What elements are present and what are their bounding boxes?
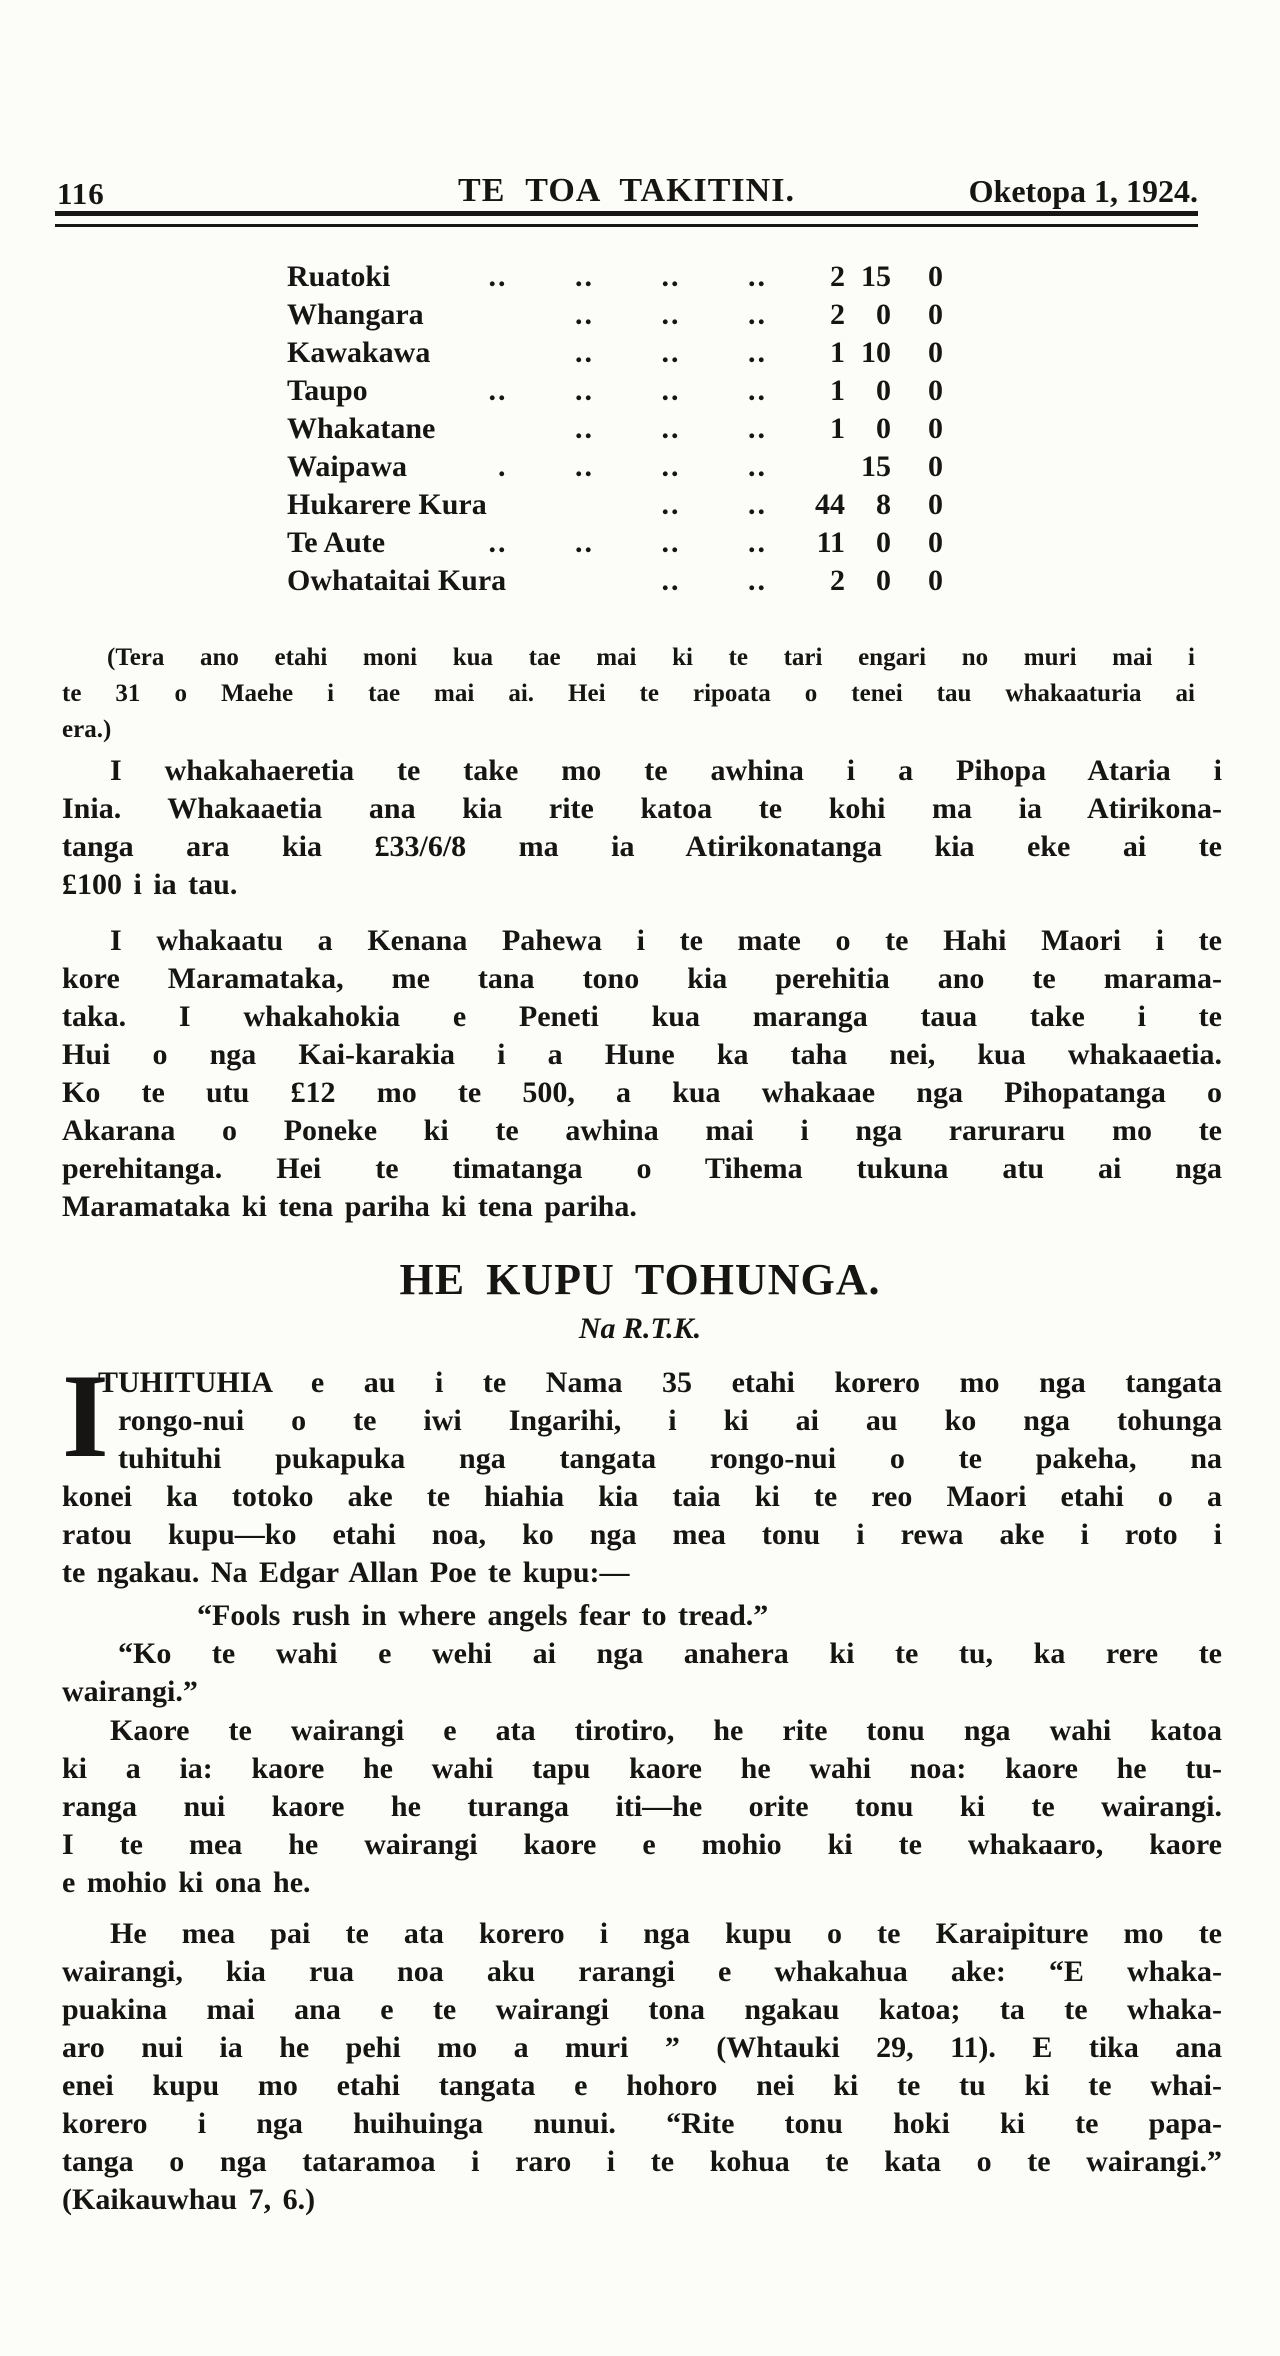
rule-thin [55, 224, 1198, 227]
shillings-value: 15 [861, 260, 891, 293]
donations-table [287, 258, 943, 600]
text-line: I whakahaeretia te take mo te awhina i a Pihopa Ataria i [110, 754, 1222, 787]
dot-leader: . .. .. .. [498, 450, 767, 483]
dot-leader: .. .. .. [575, 336, 767, 369]
pounds-value: 2 [830, 298, 845, 331]
table-row [287, 524, 943, 562]
place-name: Waipawa [287, 450, 408, 483]
text-line: rongo-nui o te iwi Ingarihi, i ki ai au ko nga tohunga [118, 1404, 1222, 1437]
table-row [287, 486, 943, 524]
table-row [287, 562, 943, 600]
pence-value: 0 [928, 298, 943, 331]
minutes-paragraph-kenana [62, 922, 1222, 1226]
text-line: tuhituhi pukapuka nga tangata rongo-nui o te pakeha, na [118, 1442, 1222, 1475]
paragraph-wairangi [62, 1712, 1222, 1902]
place-name: Owhataitai Kura [287, 564, 507, 597]
dot-leader: .. .. .. .. [488, 260, 767, 293]
text-line: era.) [62, 716, 112, 743]
pounds-value: 2 [830, 564, 845, 597]
dot-leader: .. .. [661, 564, 767, 597]
text-line: TUHITUHIA e au i te Nama 35 etahi korero mo nga tangata [98, 1366, 1222, 1399]
article-heading: HE KUPU TOHUNGA. [399, 1255, 881, 1304]
text-line: Kaore te wairangi e ata tirotiro, he rite tonu nga wahi katoa [110, 1714, 1222, 1747]
text-line: Akarana o Poneke ki te awhina mai i nga raruraru mo te [62, 1114, 1222, 1147]
text-line: £100 i ia tau. [62, 868, 238, 901]
pence-value: 0 [928, 450, 943, 483]
minutes-paragraph-awhina [62, 752, 1222, 904]
text-line: Inia. Whakaaetia ana kia rite katoa te kohi ma ia Atirikona- [62, 792, 1222, 825]
article-opening-paragraph [62, 1349, 1222, 1592]
dot-leader: .. .. .. [575, 298, 767, 331]
dot-leader: .. .. .. .. [488, 374, 767, 407]
table-row [287, 410, 943, 448]
pence-value: 0 [928, 488, 943, 521]
dot-leader: .. .. .. [575, 412, 767, 445]
text-line: (Tera ano etahi moni kua tae mai ki te tari engari no muri mai i [107, 644, 1195, 671]
table-row [287, 258, 943, 296]
english-quote: “Fools rush in where angels fear to tread.” [197, 1599, 769, 1632]
text-line: te ngakau. Na Edgar Allan Poe te kupu:— [62, 1556, 630, 1589]
text-line: kore Maramataka, me tana tono kia perehitia ano te marama- [62, 962, 1222, 995]
text-line: Hui o nga Kai-karakia i a Hune ka taha nei, kua whakaaetia. [62, 1038, 1222, 1071]
shillings-value: 0 [876, 526, 891, 559]
text-line: wairangi.” [62, 1675, 198, 1708]
shillings-value: 10 [861, 336, 891, 369]
pounds-value: 2 [830, 260, 845, 293]
issue-date: Oketopa 1, 1924. [968, 173, 1198, 209]
table-row [287, 448, 943, 486]
text-line: ranga nui kaore he turanga iti—he orite tonu ki te wairangi. [62, 1790, 1222, 1823]
dot-leader: .. .. .. .. [488, 526, 767, 559]
text-line: tanga o nga tataramoa i raro i te kohua te kata o te wairangi.” [62, 2145, 1222, 2178]
paragraph-scripture [62, 1915, 1222, 2219]
text-line: taka. I whakahokia e Peneti kua maranga taua take i te [62, 1000, 1222, 1033]
shillings-value: 0 [876, 564, 891, 597]
shillings-value: 0 [876, 412, 891, 445]
page-number: 116 [57, 176, 105, 211]
place-name: Taupo [287, 374, 368, 407]
text-line: te 31 o Maehe i tae mai ai. Hei te ripoata o tenei tau whakaaturia ai [62, 680, 1195, 707]
text-line: konei ka totoko ake te hiahia kia taia ki te reo Maori etahi o a [62, 1480, 1222, 1513]
text-line: Ko te utu £12 mo te 500, a kua whakaae nga Pihopatanga o [62, 1076, 1222, 1109]
pounds-value: 11 [816, 526, 845, 559]
shillings-value: 0 [876, 374, 891, 407]
text-line: Maramataka ki tena pariha ki tena pariha. [62, 1190, 637, 1223]
table-row [287, 334, 943, 372]
text-line: I whakaatu a Kenana Pahewa i te mate o te Hahi Maori i te [110, 924, 1222, 957]
text-line: ki a ia: kaore he wahi tapu kaore he wahi noa: kaore he tu- [62, 1752, 1222, 1785]
pence-value: 0 [928, 564, 943, 597]
dot-leader: .. .. [661, 488, 767, 521]
shillings-value: 8 [876, 488, 891, 521]
rule-thick [55, 211, 1198, 216]
text-line: perehitanga. Hei te timatanga o Tihema tukuna atu ai nga [62, 1152, 1222, 1185]
maori-quote-paragraph [62, 1635, 1222, 1711]
text-line: “Ko te wahi e wehi ai nga anahera ki te tu, ka rere te [118, 1637, 1222, 1670]
place-name: Hukarere Kura [287, 488, 487, 521]
pounds-value: 44 [815, 488, 845, 521]
pence-value: 0 [928, 526, 943, 559]
page-header [55, 172, 1198, 210]
text-line: enei kupu mo etahi tangata e hohoro nei ki te tu ki te whai- [62, 2069, 1222, 2102]
pence-value: 0 [928, 336, 943, 369]
text-line: wairangi, kia rua noa aku rarangi e whakahua ake: “E whaka- [62, 1955, 1222, 1988]
text-line: ratou kupu—ko etahi noa, ko nga mea tonu i rewa ake i roto i [62, 1518, 1222, 1551]
masthead-title: TE TOA TAKITINI. [458, 172, 795, 209]
drop-cap: I [62, 1349, 109, 1482]
text-line: (Kaikauwhau 7, 6.) [62, 2183, 316, 2216]
shillings-value: 0 [876, 298, 891, 331]
text-line: tanga ara kia £33/6/8 ma ia Atirikonatanga kia eke ai te [62, 830, 1222, 863]
place-name: Te Aute [287, 526, 386, 559]
text-line: I te mea he wairangi kaore e mohio ki te whakaaro, kaore [62, 1828, 1222, 1861]
text-line: puakina mai ana e te wairangi tona ngakau katoa; ta te whaka- [62, 1993, 1222, 2026]
place-name: Whakatane [287, 412, 436, 445]
text-line: He mea pai te ata korero i nga kupu o te Karaipiture mo te [110, 1917, 1222, 1950]
shillings-value: 15 [861, 450, 891, 483]
pounds-value: 1 [830, 336, 845, 369]
place-name: Ruatoki [287, 260, 391, 293]
text-line: korero i nga huihuinga nunui. “Rite tonu hoki ki te papa- [62, 2107, 1222, 2140]
place-name: Kawakawa [287, 336, 431, 369]
text-line: e mohio ki ona he. [62, 1866, 311, 1899]
pence-value: 0 [928, 374, 943, 407]
table-row [287, 372, 943, 410]
pence-value: 0 [928, 412, 943, 445]
pounds-value: 1 [830, 374, 845, 407]
text-line: aro nui ia he pehi mo a muri ” (Whtauki 29, 11). E tika ana [62, 2031, 1222, 2064]
note-paragraph [62, 640, 1195, 748]
article-byline: Na R.T.K. [578, 1312, 702, 1345]
pence-value: 0 [928, 260, 943, 293]
table-row [287, 296, 943, 334]
pounds-value: 1 [830, 412, 845, 445]
place-name: Whangara [287, 298, 424, 331]
header-double-rule [55, 211, 1198, 227]
